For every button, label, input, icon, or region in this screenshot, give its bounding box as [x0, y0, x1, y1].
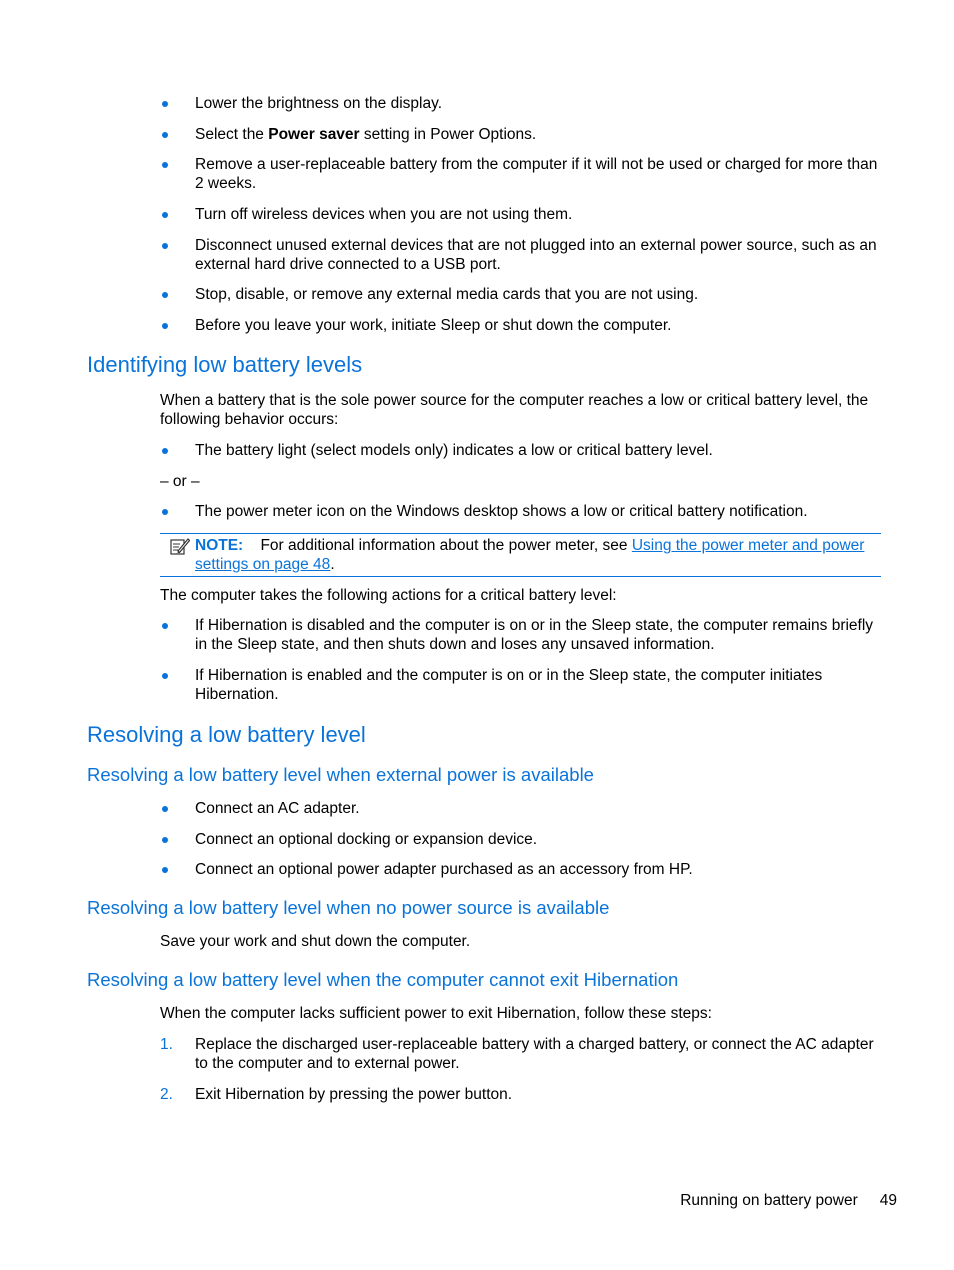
bullet-dot-icon	[162, 101, 168, 107]
list-item: Connect an AC adapter.	[160, 799, 882, 818]
list-item: Before you leave your work, initiate Sleep or shut down the computer.	[160, 316, 882, 335]
bullet-dot-icon	[162, 806, 168, 812]
step-item: 1. Replace the discharged user-replaceable battery with a charged battery, or connect the AC adapter to the computer and to external power.	[160, 1036, 874, 1072]
list-item: If Hibernation is disabled and the computer is on or in the Sleep state, the computer remains briefly in the Sleep state, and then shuts down and loses any unsaved information.	[160, 616, 882, 654]
step-number: 1.	[160, 1036, 173, 1053]
bullet-dot-icon	[162, 132, 168, 138]
bullet-dot-icon	[162, 837, 168, 843]
bullet-dot-icon	[162, 162, 168, 168]
bullet-dot-icon	[162, 623, 168, 629]
note-pencil-icon	[170, 536, 190, 556]
list-item: Select the Power saver setting in Power Options.	[160, 125, 882, 144]
paragraph: When the computer lacks sufficient power to exit Hibernation, follow these steps:	[160, 1005, 712, 1022]
step-number: 2.	[160, 1086, 173, 1103]
paragraph: The computer takes the following actions for a critical battery level:	[160, 587, 617, 604]
paragraph: When a battery that is the sole power source for the computer reaches a low or critical battery level, the following behavior occurs:	[160, 392, 869, 428]
footer-section-title: Running on battery power	[680, 1192, 858, 1209]
or-separator: – or –	[160, 473, 200, 490]
step-item: 2. Exit Hibernation by pressing the power button.	[160, 1086, 513, 1103]
list-item: Stop, disable, or remove any external media cards that you are not using.	[160, 285, 882, 304]
list-item: Turn off wireless devices when you are not using them.	[160, 205, 882, 224]
subsection-heading: Resolving a low battery level when no power source is available	[87, 897, 610, 918]
paragraph: Save your work and shut down the computer.	[160, 933, 471, 950]
list-item: Connect an optional power adapter purchased as an accessory from HP.	[160, 860, 882, 879]
bullet-dot-icon	[162, 243, 168, 249]
bullet-dot-icon	[162, 673, 168, 679]
section-heading: Resolving a low battery level	[87, 722, 366, 747]
power-meter-link[interactable]: Using the power meter and power settings on page 48	[195, 537, 865, 573]
list-item: The battery light (select models only) indicates a low or critical battery level.	[160, 441, 882, 460]
list-item: The power meter icon on the Windows desktop shows a low or critical battery notification.	[160, 502, 882, 521]
bullet-dot-icon	[162, 448, 168, 454]
page-number: 49	[879, 1192, 897, 1209]
note-label: NOTE:	[195, 537, 244, 554]
bullet-dot-icon	[162, 292, 168, 298]
subsection-heading: Resolving a low battery level when the computer cannot exit Hibernation	[87, 969, 679, 990]
page-footer	[600, 1191, 897, 1210]
note-box	[160, 533, 881, 577]
list-item: Remove a user-replaceable battery from the computer if it will not be used or charged for more than 2 weeks.	[160, 155, 882, 193]
subsection-heading: Resolving a low battery level when external power is available	[87, 764, 594, 785]
bullet-dot-icon	[162, 509, 168, 515]
note-text: NOTE: For additional information about the power meter, see Using the power meter and power settings on page 48.	[195, 537, 865, 573]
list-item: Connect an optional docking or expansion device.	[160, 830, 882, 849]
bullet-dot-icon	[162, 212, 168, 218]
bullet-dot-icon	[162, 323, 168, 329]
list-item: Disconnect unused external devices that are not plugged into an external power source, such as an external hard drive connected to a USB port.	[160, 236, 882, 274]
list-item: If Hibernation is enabled and the computer is on or in the Sleep state, the computer initiates Hibernation.	[160, 666, 882, 704]
bullet-dot-icon	[162, 867, 168, 873]
list-item: Lower the brightness on the display.	[160, 94, 882, 113]
ui-setting-name: Power saver	[268, 126, 360, 143]
section-heading: Identifying low battery levels	[87, 352, 363, 377]
